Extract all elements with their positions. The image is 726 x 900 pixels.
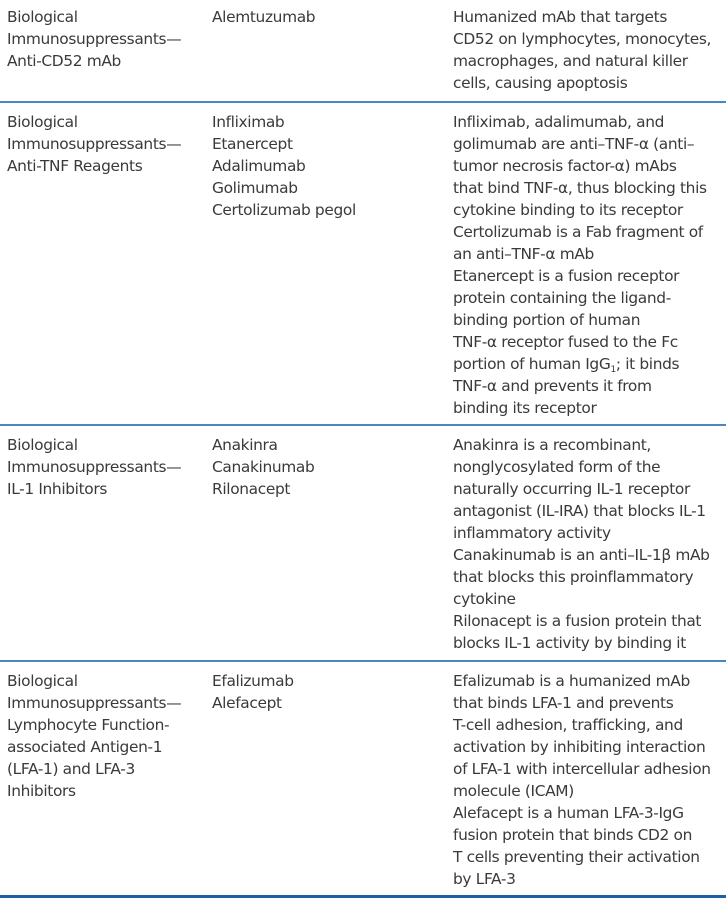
category-line: Anti-TNF Reagents [7, 157, 143, 175]
category-line: Biological [7, 8, 78, 26]
category-line: IL-1 Inhibitors [7, 480, 107, 498]
description-line: binding portion of human [453, 311, 641, 329]
description-line: nonglycosylated form of the [453, 458, 661, 476]
description-line: an anti–TNF-α mAb [453, 245, 594, 263]
description-line: Canakinumab is an anti–IL-1β mAb [453, 546, 710, 564]
description-line: Rilonacept is a fusion protein that [453, 612, 702, 630]
description-line: golimumab are anti–TNF-α (anti– [453, 135, 695, 153]
igg-suffix: ; it binds [615, 355, 680, 373]
description-cell [453, 434, 723, 654]
description-line: Anakinra is a recombinant, [453, 436, 651, 454]
igg-text: portion of human IgG [453, 355, 611, 373]
agent-name: Certolizumab pegol [212, 201, 356, 219]
description-line: cytokine [453, 590, 516, 608]
agent-name: Infliximab [212, 113, 285, 131]
description-cell [453, 111, 723, 419]
agent-name: Alemtuzumab [212, 8, 316, 26]
table-bottom-rule [0, 895, 726, 898]
category-line: Immunosuppressants— [7, 458, 182, 476]
description-line: molecule (ICAM) [453, 782, 574, 800]
description-line: binding its receptor [453, 399, 597, 417]
agent-name: Canakinumab [212, 458, 315, 476]
category-line: Immunosuppressants— [7, 30, 182, 48]
agent-name: Etanercept [212, 135, 293, 153]
description-line: Certolizumab is a Fab fragment of [453, 223, 703, 241]
description-line: fusion protein that binds CD2 on [453, 826, 693, 844]
category-line: (LFA-1) and LFA-3 [7, 760, 135, 778]
agent-name: Golimumab [212, 179, 298, 197]
category-line: Biological [7, 672, 78, 690]
agent-name: Alefacept [212, 694, 282, 712]
description-line: antagonist (IL-IRA) that blocks IL-1 [453, 502, 706, 520]
category-line: Lymphocyte Function- [7, 716, 170, 734]
description-cell [453, 6, 723, 94]
description-line: T cells preventing their activation [453, 848, 700, 866]
row-divider [0, 660, 726, 662]
category-cell [7, 434, 207, 500]
description-line: naturally occurring IL-1 receptor [453, 480, 690, 498]
description-line: of LFA-1 with intercellular adhesion [453, 760, 711, 778]
description-line: cells, causing apoptosis [453, 74, 628, 92]
category-line: Immunosuppressants— [7, 135, 182, 153]
description-line: T-cell adhesion, trafficking, and [453, 716, 683, 734]
description-line: blocks IL-1 activity by binding it [453, 634, 686, 652]
agents-cell [212, 6, 412, 28]
description-line: by LFA-3 [453, 870, 516, 888]
row-divider [0, 101, 726, 103]
category-cell [7, 111, 207, 177]
category-line: Biological [7, 113, 78, 131]
description-line: TNF-α and prevents it from [453, 377, 652, 395]
agents-cell [212, 434, 412, 500]
category-line: Biological [7, 436, 78, 454]
description-line: Alefacept is a human LFA-3-IgG [453, 804, 684, 822]
category-cell [7, 6, 207, 72]
description-line: Etanercept is a fusion receptor [453, 267, 680, 285]
description-line: TNF-α receptor fused to the Fc [453, 333, 678, 351]
description-line: activation by inhibiting interaction [453, 738, 706, 756]
agent-name: Efalizumab [212, 672, 294, 690]
igg-subscript: 1 [610, 365, 616, 375]
description-line: tumor necrosis factor-α) mAbs [453, 157, 677, 175]
description-line: Infliximab, adalimumab, and [453, 113, 665, 131]
description-line-igg [453, 353, 723, 375]
row-divider [0, 424, 726, 426]
description-line: cytokine binding to its receptor [453, 201, 683, 219]
description-line: Efalizumab is a humanized mAb [453, 672, 690, 690]
description-line: that binds LFA-1 and prevents [453, 694, 674, 712]
category-line: Anti-CD52 mAb [7, 52, 121, 70]
description-line: CD52 on lymphocytes, monocytes, [453, 30, 712, 48]
agent-name: Rilonacept [212, 480, 291, 498]
description-line: that bind TNF-α, thus blocking this [453, 179, 707, 197]
description-line: Humanized mAb that targets [453, 8, 668, 26]
category-line: Immunosuppressants— [7, 694, 182, 712]
description-line: inflammatory activity [453, 524, 611, 542]
description-cell [453, 670, 723, 890]
description-line: macrophages, and natural killer [453, 52, 688, 70]
agents-cell [212, 670, 412, 714]
description-line: protein containing the ligand- [453, 289, 671, 307]
category-line: Inhibitors [7, 782, 76, 800]
agent-name: Anakinra [212, 436, 278, 454]
category-cell [7, 670, 207, 802]
agents-cell [212, 111, 412, 221]
agent-name: Adalimumab [212, 157, 306, 175]
description-line: that blocks this proinflammatory [453, 568, 694, 586]
category-line: associated Antigen-1 [7, 738, 163, 756]
